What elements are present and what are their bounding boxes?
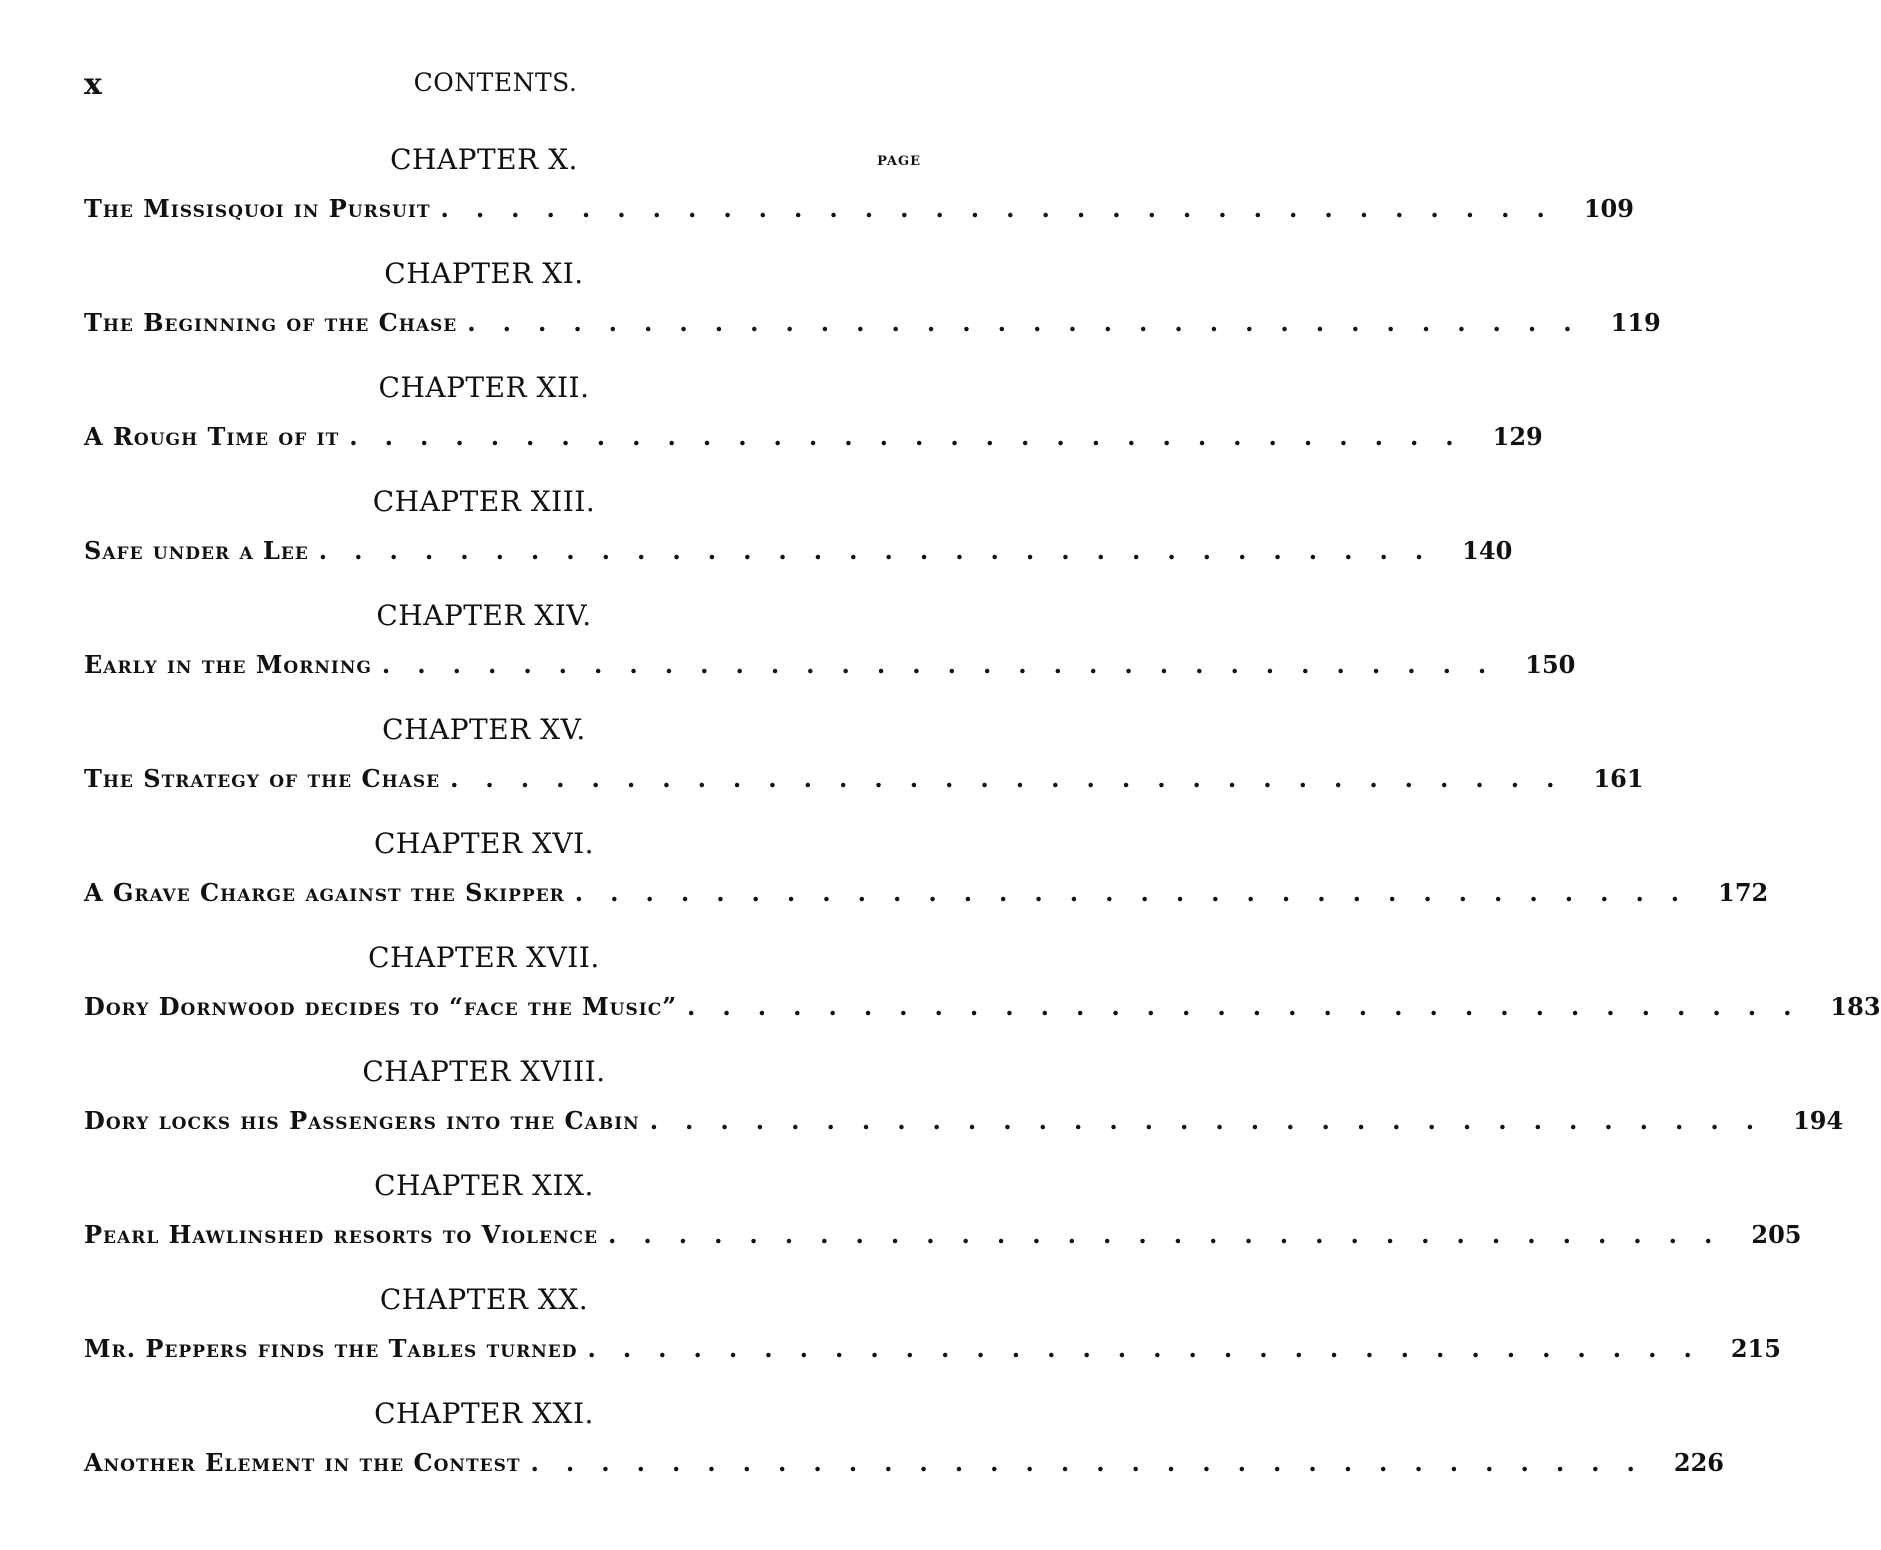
chapter-title: Pearl Hawlinshed resorts to Violence: [84, 1220, 598, 1249]
chapter-title: Another Element in the Contest: [84, 1448, 521, 1477]
toc-line: [84, 308, 1661, 337]
chapter-page-number: 183: [1830, 992, 1881, 1021]
dot-leader: ................................: [574, 878, 1707, 907]
toc-entry-chapter-xxi: [84, 1397, 1724, 1500]
chapter-title: The Strategy of the Chase: [84, 764, 441, 793]
chapter-title: Early in the Morning: [84, 650, 372, 679]
chapter-title: Mr. Peppers finds the Tables turned: [84, 1334, 578, 1363]
toc-line: [84, 1334, 1781, 1363]
chapter-page-number: 226: [1673, 1448, 1724, 1477]
dot-leader: ................................: [381, 650, 1514, 679]
toc-entry-chapter-xix: [84, 1169, 1802, 1272]
chapter-heading: CHAPTER XVII.: [368, 941, 600, 974]
chapter-page-number: 140: [1462, 536, 1513, 565]
toc-entry-chapter-xv: [84, 713, 1644, 816]
chapter-page-number: 205: [1751, 1220, 1802, 1249]
toc-entry-chapter-xiii: [84, 485, 1513, 588]
dot-leader: ................................: [467, 308, 1599, 337]
chapter-heading: CHAPTER XIV.: [376, 599, 592, 632]
dot-leader: ................................: [608, 1220, 1740, 1249]
chapter-title: A Grave Charge against the Skipper: [84, 878, 565, 907]
chapter-heading: CHAPTER XVIII.: [362, 1055, 606, 1088]
chapter-heading: CHAPTER XV.: [382, 713, 586, 746]
toc-line: [84, 422, 1543, 451]
toc-line: [84, 764, 1644, 793]
dot-leader: ................................: [450, 764, 1582, 793]
chapter-page-number: 215: [1730, 1334, 1781, 1363]
chapter-page-number: 172: [1718, 878, 1769, 907]
running-title: CONTENTS.: [413, 68, 578, 97]
chapter-page-number: 129: [1492, 422, 1543, 451]
chapter-heading: CHAPTER XXI.: [374, 1397, 594, 1430]
dot-leader: ................................: [587, 1334, 1719, 1363]
chapter-title: Dory locks his Passengers into the Cabin: [84, 1106, 640, 1135]
dot-leader: ................................: [649, 1106, 1782, 1135]
chapter-heading: CHAPTER XIX.: [374, 1169, 594, 1202]
chapter-title: Safe under a Lee: [84, 536, 309, 565]
dot-leader: ................................: [530, 1448, 1662, 1477]
chapter-page-number: 161: [1593, 764, 1644, 793]
chapter-title: The Beginning of the Chase: [84, 308, 458, 337]
toc-line: [84, 650, 1576, 679]
toc-line: [84, 194, 1634, 223]
chapter-page-number: 194: [1793, 1106, 1844, 1135]
chapter-heading: CHAPTER XVI.: [373, 827, 595, 860]
toc-entry-chapter-xx: [84, 1283, 1781, 1386]
chapter-heading: CHAPTER XIII.: [372, 485, 596, 518]
dot-leader: ................................: [318, 536, 1451, 565]
toc-line: [84, 878, 1769, 907]
toc-entry-chapter-xvii: [84, 941, 1881, 1044]
toc-entry-chapter-xii: [84, 371, 1543, 474]
page-column-label: PAGE: [877, 154, 921, 169]
chapter-page-number: 150: [1525, 650, 1576, 679]
toc-entry-chapter-xiv: [84, 599, 1576, 702]
chapter-heading: CHAPTER XX.: [379, 1283, 589, 1316]
page-number: x: [84, 67, 102, 102]
toc-entry-chapter-xviii: [84, 1055, 1844, 1158]
chapter-heading: CHAPTER X.: [390, 143, 578, 176]
toc-line: [84, 1448, 1724, 1477]
chapter-page-number: 109: [1583, 194, 1634, 223]
chapter-heading: CHAPTER XI.: [384, 257, 584, 290]
chapter-heading: CHAPTER XII.: [378, 371, 590, 404]
toc-line: [84, 536, 1513, 565]
toc-entry-chapter-xvi: [84, 827, 1769, 930]
dot-leader: ................................: [349, 422, 1481, 451]
dot-leader: ................................: [440, 194, 1572, 223]
chapter-title: Dory Dornwood decides to “face the Music”: [84, 992, 678, 1021]
toc-entry-chapter-xi: [84, 257, 1661, 360]
chapter-title: The Missisquoi in Pursuit: [84, 194, 431, 223]
chapter-page-number: 119: [1610, 308, 1661, 337]
toc-line: [84, 1106, 1844, 1135]
dot-leader: ................................: [687, 992, 1819, 1021]
toc-line: [84, 992, 1881, 1021]
toc-line: [84, 1220, 1802, 1249]
toc-entry-chapter-x: [84, 143, 1634, 246]
chapter-title: A Rough Time of it: [84, 422, 340, 451]
